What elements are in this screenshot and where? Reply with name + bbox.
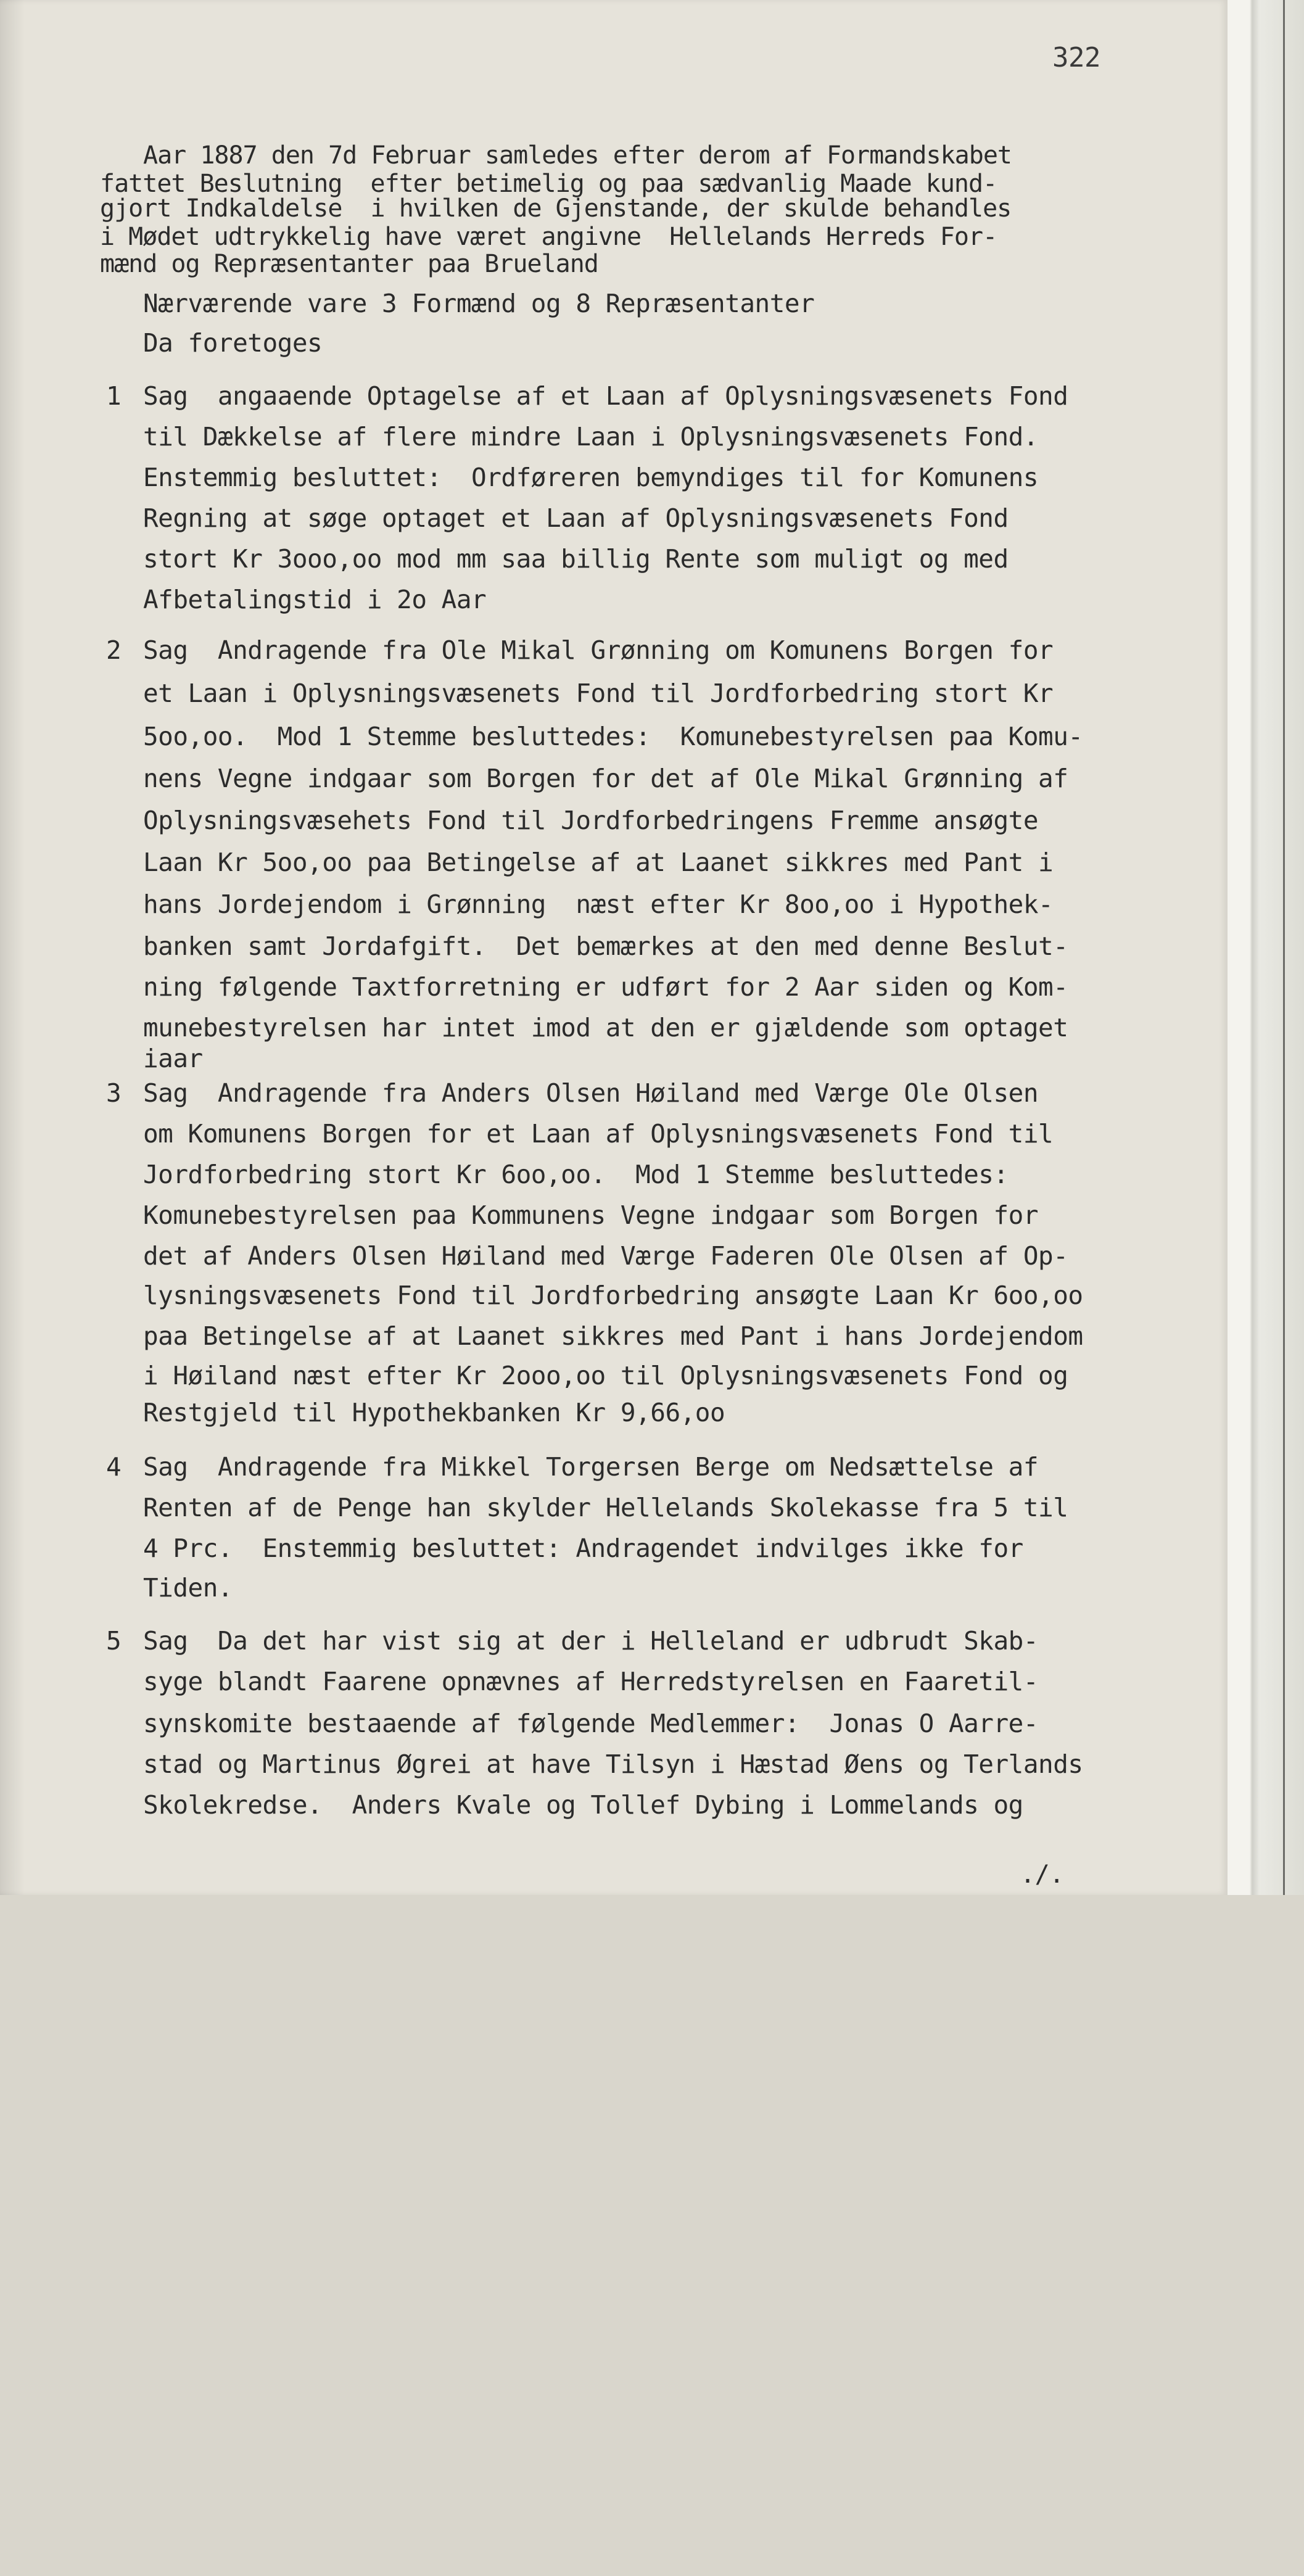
item-line: Skolekredse. Anders Kvale og Tollef Dybing i Lommelands og xyxy=(143,1790,1023,1820)
item-line: Komunebestyrelsen paa Kommunens Vegne indgaar som Borgen for xyxy=(143,1200,1039,1230)
item-line: 5oo,oo. Mod 1 Stemme besluttedes: Komunebestyrelsen paa Komu- xyxy=(143,722,1083,751)
item-line: Tiden. xyxy=(143,1573,233,1603)
item-line: et Laan i Oplysningsvæsenets Fond til Jordforbedring stort Kr xyxy=(143,679,1054,708)
item-line: Sag Andragende fra Anders Olsen Høiland med Værge Ole Olsen xyxy=(143,1078,1039,1108)
item-line: Sag Andragende fra Mikkel Torgersen Berge om Nedsættelse af xyxy=(143,1452,1039,1482)
heading-line: mænd og Repræsentanter paa Brueland xyxy=(100,250,598,278)
heading-line: Aar 1887 den 7d Februar samledes efter derom af Formandskabet xyxy=(143,141,1012,170)
heading-line: gjort Indkaldelse i hvilken de Gjenstande, der skulde behandles xyxy=(100,194,1012,223)
item-line: lysningsvæsenets Fond til Jordforbedring ansøgte Laan Kr 6oo,oo xyxy=(143,1281,1083,1310)
item-line: stad og Martinus Øgrei at have Tilsyn i Hæstad Øens og Terlands xyxy=(143,1749,1083,1779)
heading-line: i Mødet udtrykkelig have været angivne Hellelands Herreds For- xyxy=(100,223,997,251)
heading-line: fattet Beslutning efter betimelig og paa sædvanlig Maade kund- xyxy=(100,170,997,198)
item-line: Sag angaaende Optagelse af et Laan af Oplysningsvæsenets Fond xyxy=(143,381,1068,411)
item-line: munebestyrelsen har intet imod at den er gjældende som optaget xyxy=(143,1013,1068,1042)
item-line: Renten af de Penge han skylder Hellelands Skolekasse fra 5 til xyxy=(143,1493,1068,1522)
agenda-item-1 xyxy=(0,381,1228,799)
item-line: det af Anders Olsen Høiland med Værge Faderen Ole Olsen af Op- xyxy=(143,1241,1068,1271)
item-line: hans Jordejendom i Grønning næst efter Kr 8oo,oo i Hypothek- xyxy=(143,890,1054,919)
item-line: Enstemmig besluttet: Ordføreren bemyndiges til for Komunens xyxy=(143,463,1039,492)
page-edge-line xyxy=(1283,0,1285,1895)
item-line: paa Betingelse af at Laanet sikkres med Pant i hans Jordejendom xyxy=(143,1321,1083,1351)
item-line: til Dækkelse af flere mindre Laan i Oplysningsvæsenets Fond. xyxy=(143,422,1039,452)
item-line: banken samt Jordafgift. Det bemærkes at den med denne Beslut- xyxy=(143,931,1068,961)
item-number: 1 xyxy=(106,381,122,411)
item-line: Laan Kr 5oo,oo paa Betingelse af at Laanet sikkres med Pant i xyxy=(143,848,1054,877)
item-number: 5 xyxy=(106,1626,122,1656)
item-line: synskomite bestaaende af følgende Medlemmer: Jonas O Aarre- xyxy=(143,1709,1039,1738)
item-line: Regning at søge optaget et Laan af Oplysningsvæsenets Fond xyxy=(143,503,1009,533)
item-line: nens Vegne indgaar som Borgen for det af Ole Mikal Grønning af xyxy=(143,764,1068,793)
continuation-mark: ./. xyxy=(1020,1860,1064,1889)
agenda-intro: Da foretoges xyxy=(143,328,323,358)
item-line: i Høiland næst efter Kr 2ooo,oo til Oplysningsvæsenets Fond og xyxy=(143,1361,1068,1390)
item-number: 3 xyxy=(106,1078,122,1108)
item-line: 4 Prc. Enstemmig besluttet: Andragendet indvilges ikke for xyxy=(143,1534,1023,1563)
item-number: 4 xyxy=(106,1452,122,1482)
item-line: Sag Andragende fra Ole Mikal Grønning om Komunens Borgen for xyxy=(143,635,1054,665)
attendance-line: Nærværende vare 3 Formænd og 8 Repræsentanter xyxy=(143,289,815,318)
item-line: Oplysningsvæsehets Fond til Jordforbedringens Fremme ansøgte xyxy=(143,806,1039,835)
page-number: 322 xyxy=(1052,42,1100,73)
item-line: om Komunens Borgen for et Laan af Oplysningsvæsenets Fond til xyxy=(143,1119,1054,1149)
item-line: iaar xyxy=(143,1044,203,1073)
page-edge xyxy=(1228,0,1304,1895)
item-line: stort Kr 3ooo,oo mod mm saa billig Rente som muligt og med xyxy=(143,544,1009,574)
agenda-item-5 xyxy=(0,1626,1228,2487)
item-line: ning følgende Taxtforretning er udført for 2 Aar siden og Kom- xyxy=(143,972,1068,1002)
item-number: 2 xyxy=(106,635,122,665)
item-line: syge blandt Faarene opnævnes af Herredstyrelsen en Faaretil- xyxy=(143,1667,1039,1696)
item-line: Jordforbedring stort Kr 6oo,oo. Mod 1 Stemme besluttedes: xyxy=(143,1160,1009,1189)
item-line: Restgjeld til Hypothekbanken Kr 9,66,oo xyxy=(143,1398,725,1427)
item-line: Afbetalingstid i 2o Aar xyxy=(143,585,487,614)
item-line: Sag Da det har vist sig at der i Helleland er udbrudt Skab- xyxy=(143,1626,1039,1656)
